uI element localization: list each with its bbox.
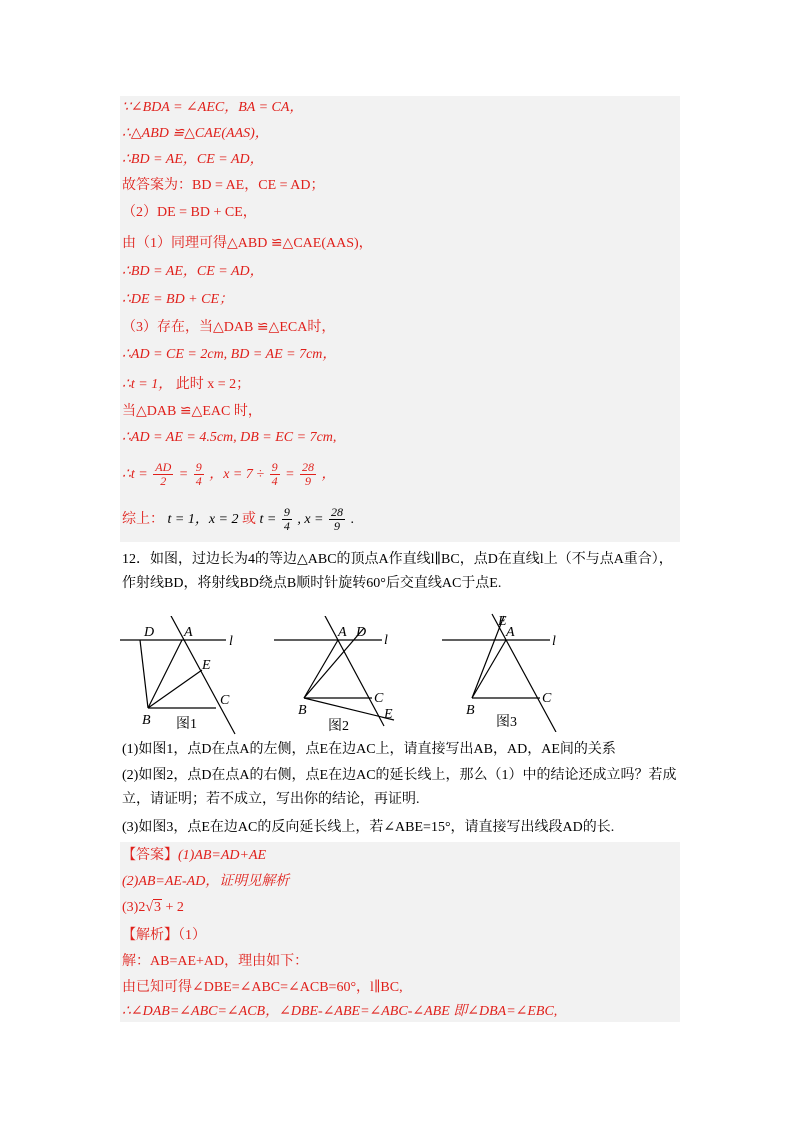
fig1-label-d: D xyxy=(144,625,155,640)
frac-ad-2: $\frac{AD}{2}$ xyxy=(155,460,172,489)
problem-12-text: 12．如图，过边长为4的等边△ABC的顶点A作直线l∥BC，点D在直线l上（不与点A重合），作射线BD，将射线BD绕点B顺时针旋转60°后交直线AC于点E. xyxy=(122,552,673,591)
solution-line-2: ∴△ABD ≌△CAE(AAS)， xyxy=(122,126,269,141)
fig2-caption: 图2 xyxy=(328,719,349,734)
fig2-label-a: A xyxy=(338,625,347,640)
answer-line-1 xyxy=(122,846,266,866)
figure-3 xyxy=(440,612,580,732)
fig3-label-c: C xyxy=(542,691,552,706)
fig2-side-ba xyxy=(304,640,338,698)
solution-line-4: 故答案为：BD = AE，CE = AD； xyxy=(122,178,325,193)
fig1-label-l: l xyxy=(229,634,233,649)
l14-end: ， xyxy=(321,467,336,482)
answer-1: (1)AB=AD+AE xyxy=(178,848,267,863)
figure-2 xyxy=(270,616,420,736)
answer-3-pre: (3)2 xyxy=(122,900,146,915)
solution-line-11 xyxy=(122,375,250,395)
frac-9-4-c: $\frac{9}{4}$ xyxy=(283,505,290,534)
figure-1 xyxy=(118,616,258,736)
l14-eq2: = xyxy=(285,467,295,482)
fig1-ray-be xyxy=(148,670,202,708)
frac-28-9-a: $\frac{28}{9}$ xyxy=(302,460,315,489)
solution-t1: ∴t = 1， xyxy=(122,377,173,392)
analysis-line-0 xyxy=(122,926,206,946)
fig1-label-e: E xyxy=(202,658,211,673)
solution-line-8: ∴DE = BD + CE； xyxy=(122,292,234,307)
l15-end: . xyxy=(350,512,355,527)
solution-line-1: ∵∠BDA = ∠AEC，BA = CA， xyxy=(122,100,304,115)
answer-line-2: (2)AB=AE-AD，证明见解析 xyxy=(122,874,290,889)
frac-9-4-b: $\frac{9}{4}$ xyxy=(271,460,278,489)
fig3-label-a: A xyxy=(506,625,515,640)
fig2-label-l: l xyxy=(384,633,388,648)
solution-line-14 xyxy=(122,458,336,492)
answer-line-3 xyxy=(122,898,184,918)
solution-line-7: ∴BD = AE，CE = AD， xyxy=(122,264,264,279)
analysis-line-1: 解：AB=AE+AD，理由如下： xyxy=(122,954,309,969)
solution-line-3: ∴BD = AE，CE = AD， xyxy=(122,152,264,167)
fig2-line-ac xyxy=(324,616,384,726)
fig2-label-d: D xyxy=(356,625,367,640)
question-2: (2)如图2，点D在点A的右侧，点E在边AC的延长线上，那么（1）中的结论还成立吗？若成立，请证明；若不成立，写出你的结论，再证明. xyxy=(122,768,677,807)
solution-line-9: （3）存在，当△DAB ≌△ECA时， xyxy=(122,320,336,335)
frac-28-9-b: $\frac{28}{9}$ xyxy=(331,505,344,534)
question-3: (3)如图3，点E在边AC的反向延长线上，若∠ABE=15°，请直接写出线段AD的长. xyxy=(122,820,615,835)
solution-line-12: 当△DAB ≌△EAC 时， xyxy=(122,404,262,419)
l14-pre: ∴t = xyxy=(122,467,148,482)
sqrt-sign: √ xyxy=(145,900,154,915)
solution-line-6: 由（1）同理可得△ABD ≌△CAE(AAS)， xyxy=(122,236,373,251)
question-1: (1)如图1，点D在点A的左侧，点E在边AC上，请直接写出AB，AD，AE间的关系 xyxy=(122,742,616,757)
solution-line-10: ∴AD = CE = 2cm, BD = AE = 7cm， xyxy=(122,347,337,362)
fig2-label-c: C xyxy=(374,691,384,706)
fig3-label-b: B xyxy=(466,703,475,718)
fig3-caption: 图3 xyxy=(496,715,517,730)
fig2-label-e: E xyxy=(384,707,393,722)
l15-a: t = 1，x = 2 xyxy=(167,512,239,527)
fig1-label-c: C xyxy=(220,693,230,708)
analysis-label-tail: （1） xyxy=(178,928,206,943)
fig3-label-e: E xyxy=(498,614,507,629)
fig2-label-b: B xyxy=(298,703,307,718)
solution-line-13: ∴AD = AE = 4.5cm, DB = EC = 7cm, xyxy=(122,430,337,445)
solution-line-15 xyxy=(122,503,354,537)
l15-x: , x = xyxy=(297,512,324,527)
answer-3-post: + 2 xyxy=(165,900,184,915)
analysis-label: 【解析】 xyxy=(122,928,178,943)
answer-label: 【答案】 xyxy=(122,848,178,863)
l14-eq: = xyxy=(178,467,189,482)
answer-3-radicand: 3 xyxy=(154,900,162,915)
fig1-label-a: A xyxy=(184,625,193,640)
fig1-ray-bd xyxy=(140,640,148,708)
fig1-side-ba xyxy=(148,640,182,708)
fig1-caption: 图1 xyxy=(176,717,197,732)
l15-or: 或 xyxy=(242,512,256,527)
analysis-line-2: 由已知可得∠DBE=∠ABC=∠ACB=60°，l∥BC, xyxy=(122,980,403,995)
frac-9-4-a: $\frac{9}{4}$ xyxy=(195,460,202,489)
fig2-ray-bd xyxy=(304,628,364,698)
solution-line-5: （2）DE = BD + CE， xyxy=(122,205,257,220)
solution-x2: 此时 x = 2； xyxy=(175,377,251,392)
fig1-label-b: B xyxy=(142,713,151,728)
l15-pre: 综上： xyxy=(122,512,164,527)
fig3-label-l: l xyxy=(552,634,556,649)
l15-t: t = xyxy=(259,512,277,527)
analysis-line-3: ∴∠DAB=∠ABC=∠ACB，∠DBE-∠ABE=∠ABC-∠ABE 即∠DBA=∠EBC, xyxy=(122,1004,558,1019)
l14-mid: ，x = 7 ÷ xyxy=(209,467,265,482)
fig3-side-ba xyxy=(472,640,506,698)
